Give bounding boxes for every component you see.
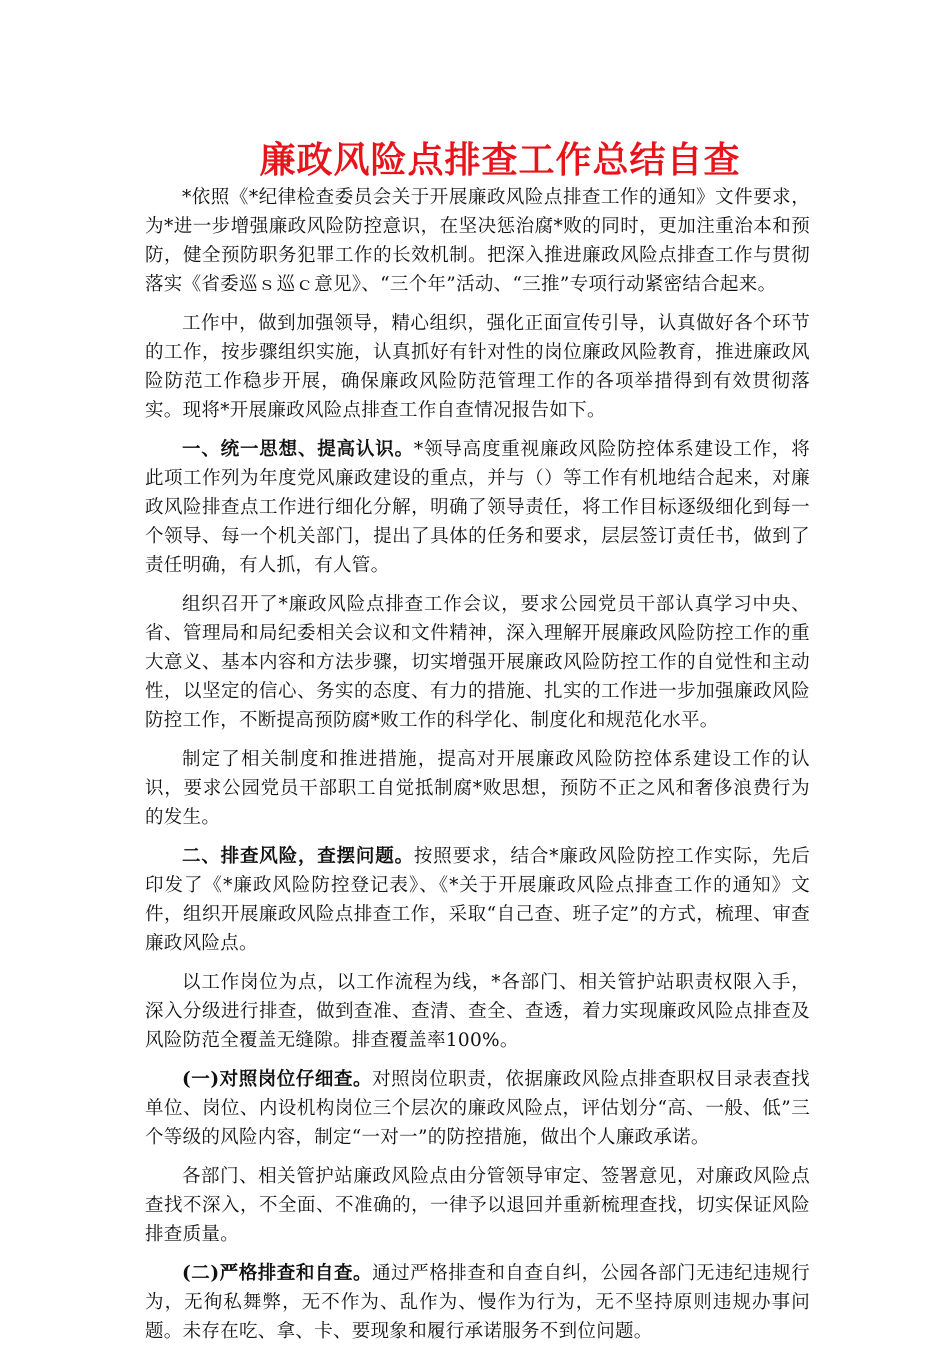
document-title: 廉政风险点排查工作总结自查 [259, 139, 741, 181]
paragraph-8 [145, 1065, 810, 1152]
paragraph-4 [145, 590, 810, 735]
paragraph-text: 制定了相关制度和推进措施，提高对开展廉政风险防控体系建设工作的认识，要求公园党员干部职工自觉抵制腐*败思想，预防不正之风和奢侈浪费行为的发生。 [145, 749, 810, 828]
subsection-heading-2: (二)严格排查和自查。 [182, 1263, 373, 1284]
paragraph-1 [145, 183, 810, 299]
subsection-heading-1: (一)对照岗位仔细查。 [182, 1069, 373, 1090]
paragraph-text: 按照要求，结合*廉政风险防控工作实际，先后印发了《*廉政风险防控登记表》、《*关于开展廉政风险点排查工作的通知》文件，组织开展廉政风险点排查工作，采取“自己查、班子定”的方式，梳理、审查廉政风险点。 [145, 846, 810, 954]
paragraph-text: 对照岗位职责，依据廉政风险点排查职权目录表查找单位、岗位、内设机构岗位三个层次的廉政风险点，评估划分“高、一般、低”三个等级的风险内容，制定“一对一”的防控措施，做出个人廉政承诺。 [145, 1069, 811, 1148]
paragraph-7 [145, 968, 810, 1055]
document-body [145, 183, 810, 1356]
section-heading-2: 二、排查风险，查摆问题。 [182, 846, 414, 867]
paragraph-6 [145, 842, 810, 958]
paragraph-9 [145, 1162, 810, 1249]
paragraph-text: 组织召开了*廉政风险点排查工作会议，要求公园党员干部认真学习中央、省、管理局和局纪委相关会议和文件精神，深入理解开展廉政风险防控工作的重大意义、基本内容和方法步骤，切实增强开展廉政风险防控工作的自觉性和主动性，以坚定的信心、务实的态度、有力的措施、扎实的工作进一步加强廉政风险防控工作，不断提高预防腐*败工作的科学化、制度化和规范化水平。 [145, 594, 810, 731]
paragraph-2 [145, 309, 810, 425]
paragraph-text: 以工作岗位为点，以工作流程为线，*各部门、相关管护站职责权限入手，深入分级进行排查，做到查准、查清、查全、查透，着力实现廉政风险点排查及风险防范全覆盖无缝隙。排查覆盖率100%。 [145, 972, 810, 1051]
paragraph-3 [145, 435, 810, 580]
paragraph-5 [145, 745, 810, 832]
paragraph-text: 工作中，做到加强领导，精心组织，强化正面宣传引导，认真做好各个环节的工作，按步骤组织实施，认真抓好有针对性的岗位廉政风险教育，推进廉政风险防范工作稳步开展，确保廉政风险防范管理工作的各项举措得到有效贯彻落实。现将*开展廉政风险点排查工作自查情况报告如下。 [145, 313, 810, 421]
section-heading-1: 一、统一思想、提高认识。 [182, 439, 414, 460]
paragraph-text: 各部门、相关管护站廉政风险点由分管领导审定、签署意见，对廉政风险点查找不深入，不全面、不准确的，一律予以退回并重新梳理查找，切实保证风险排查质量。 [145, 1166, 810, 1245]
paragraph-text: 通过严格排查和自查自纠，公园各部门无违纪违规行为，无徇私舞弊，无不作为、乱作为、慢作为行为，无不坚持原则违规办事问题。未存在吃、拿、卡、要现象和履行承诺服务不到位问题。 [145, 1263, 811, 1342]
paragraph-10 [145, 1259, 810, 1346]
paragraph-text: *领导高度重视廉政风险防控体系建设工作，将此项工作列为年度党风廉政建设的重点，并与（）等工作有机地结合起来，对廉政风险排查点工作进行细化分解，明确了领导责任，将工作目标逐级细化到每一个领导、每一个机关部门，提出了具体的任务和要求，层层签订责任书，做到了责任明确，有人抓，有人管。 [145, 439, 810, 576]
paragraph-text: *依照《*纪律检查委员会关于开展廉政风险点排查工作的通知》文件要求，为*进一步增强廉政风险防控意识，在坚决惩治腐*败的同时，更加注重治本和预防，健全预防职务犯罪工作的长效机制。把深入推进廉政风险点排查工作与贯彻落实《省委巡ｓ巡ｃ意见》、“三个年”活动、“三推”专项行动紧密结合起来。 [145, 187, 810, 295]
